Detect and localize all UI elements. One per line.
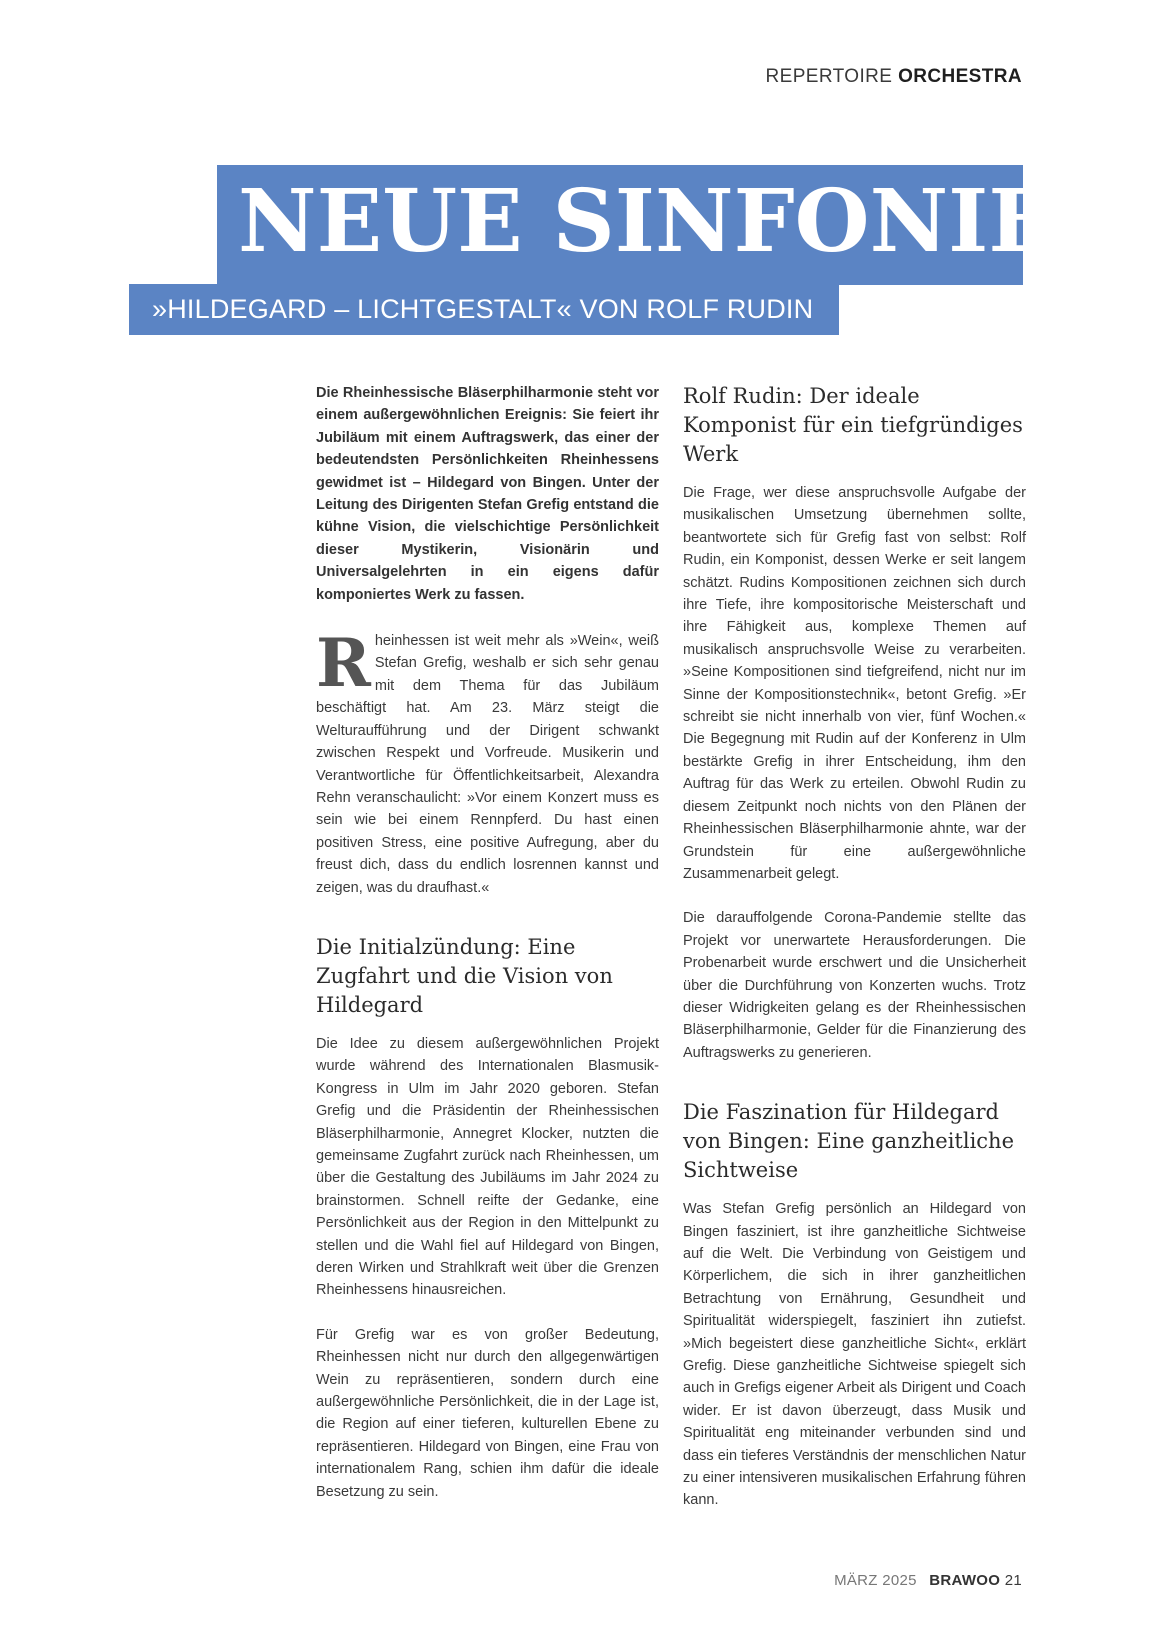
- section-label-category: REPERTOIRE: [765, 66, 893, 87]
- intro-paragraph: [316, 624, 659, 899]
- heading-faszination: Die Faszination für Hildegard von Bingen: Eine ganzheitliche Sichtweise: [683, 1100, 1015, 1183]
- lead-paragraph: Die Rheinhessische Bläserphilharmonie steht vor einem außergewöhnlichen Ereignis: Sie feiert ihr Jubiläum mit einem Auftragswerk, das einer der bedeutendsten Persönlichkeiten Rheinhessens gewidmet ist – Hildegard von Bingen. Unter der Leitung des Dirigenten Stefan Grefig entstand die kühne Vision, die vielschichtige Persönlichkeit dieser Mystikerin, Visionärin und Universalgelehrten in ein eigens dafür komponiertes Werk zu fassen.: [316, 385, 659, 603]
- drop-cap: R: [316, 624, 371, 703]
- section-label: [766, 66, 1022, 88]
- heading-initialzuendung: Die Initialzündung: Eine Zugfahrt und die Vision von Hildegard: [316, 934, 613, 1017]
- intro-text: heinhessen ist weit mehr als »Wein«, weiß Stefan Grefig, weshalb er sich sehr genau mit dem Thema für das Jubiläum beschäftigt hat. Am 23. März steigt die Welturaufführung und der Dirigent schwankt zwischen Respekt und Vorfreude. Musikerin und Verantwortliche für Öffentlichkeitsarbeit, Alexandra Rehn veranschaulicht: »Vor einem Konzert muss es sein wie bei einem Rennpferd. Du hast einen positiven Stress, eine positive Aufregung, aber du freust dich, dass du endlich losrennen kannst und zeigen, was du draufhast.«: [316, 633, 659, 896]
- body-paragraph: Die darauffolgende Corona-Pandemie stellte das Projekt vor unerwartete Herausforderungen. Die Probenarbeit wurde erschwert und die Unsicherheit über die Durchführung von Konzerten wuchs. Trotz dieser Widrigkeiten gelang es der Rheinhessischen Bläserphilharmonie, Gelder für die Finanzierung des Auftragswerks zu generieren.: [683, 910, 1026, 1061]
- page-footer: [834, 1572, 1022, 1589]
- section-label-strong: ORCHESTRA: [898, 66, 1022, 87]
- heading-rolf-rudin: Rolf Rudin: Der ideale Komponist für ein tiefgründiges Werk: [683, 384, 1023, 466]
- issue-date: MÄRZ 2025: [834, 1572, 917, 1589]
- article-subtitle: »HILDEGARD – LICHTGESTALT« VON ROLF RUDIN: [152, 294, 814, 324]
- right-column: [683, 382, 1026, 1534]
- page-number: 21: [1004, 1572, 1022, 1589]
- body-paragraph: Was Stefan Grefig persönlich an Hildegard von Bingen fasziniert, ist ihre ganzheitliche Sichtweise auf die Welt. Die Verbindung von Geistigem und Körperlichem, die sich in ihrer ganzheitlichen Betrachtung von Ernährung, Gesundheit und Spiritualität widerspiegelt, fasziniert ihn zutiefst. »Mich begeistert diese ganzheitliche Sicht«, erklärt Grefig. Diese ganzheitliche Sichtweise spiegelt sich auch in Grefigs eigener Arbeit als Dirigent und Coach wider. Er ist davon überzeugt, dass Musik und Spiritualität eng miteinander verbunden sind und dass ein tieferes Verständnis der menschlichen Natur zu einer intensiveren musikalischen Erfahrung führen kann.: [683, 1201, 1026, 1509]
- left-column: [316, 382, 659, 1525]
- body-paragraph: Die Frage, wer diese anspruchsvolle Aufgabe der musikalischen Umsetzung übernehmen sollte, beantwortete sich für Grefig fast von selbst: Rolf Rudin, ein Komponist, dessen Werke er seit langem schätzt. Rudins Kompositionen zeichnen sich durch ihre Tiefe, ihre kompositorische Meisterschaft und ihre Fähigkeit aus, komplexe Themen auf musikalisch anspruchsvolle Weise zu verarbeiten. »Seine Kompositionen sind tiefgreifend, nicht nur im Sinne der Kompositionstechnik«, betont Grefig. »Er schreibt sie nicht innerhalb von vier, fünf Wochen.« Die Begegnung mit Rudin auf der Konferenz in Ulm bestärkte Grefig in ihrer Entscheidung, ihm den Auftrag für das Werk zu erteilen. Obwohl Rudin zu diesem Zeitpunkt noch nichts von den Plänen der Rheinhessischen Bläserphilharmonie ahnte, war der Grundstein für eine außergewöhnliche Zusammenarbeit gelegt.: [683, 485, 1026, 882]
- body-paragraph: Für Grefig war es von großer Bedeutung, Rheinhessen nicht nur durch den allgegenwärtigen Wein zu repräsentieren, sondern durch eine außergewöhnliche Persönlichkeit, die in der Lage ist, die Region auf einer tieferen, kulturellen Ebene zu repräsentieren. Hildegard von Bingen, eine Frau von internationalem Rang, schien ihm dafür die ideale Besetzung zu sein.: [316, 1326, 659, 1500]
- article-title: NEUE SINFONIE: [238, 171, 1054, 272]
- body-paragraph: Die Idee zu diesem außergewöhnlichen Projekt wurde während des Internationalen Blasmusik-Kongress in Ulm im Jahr 2020 geboren. Stefan Grefig und die Präsidentin der Rheinhessischen Bläserphilharmonie, Annegret Klocker, nutzten die gemeinsame Zugfahrt zurück nach Rheinhessen, um über die Gestaltung des Jubiläums im Jahr 2024 zu brainstormen. Schnell reifte der Gedanke, eine Persönlichkeit aus der Region in den Mittelpunkt zu stellen und die Wahl fiel auf Hildegard von Bingen, deren Wirken und Strahlkraft weit über die Grenzen Rheinhessens hinausreichen.: [316, 1035, 659, 1299]
- magazine-name: BRAWOO: [929, 1572, 1001, 1589]
